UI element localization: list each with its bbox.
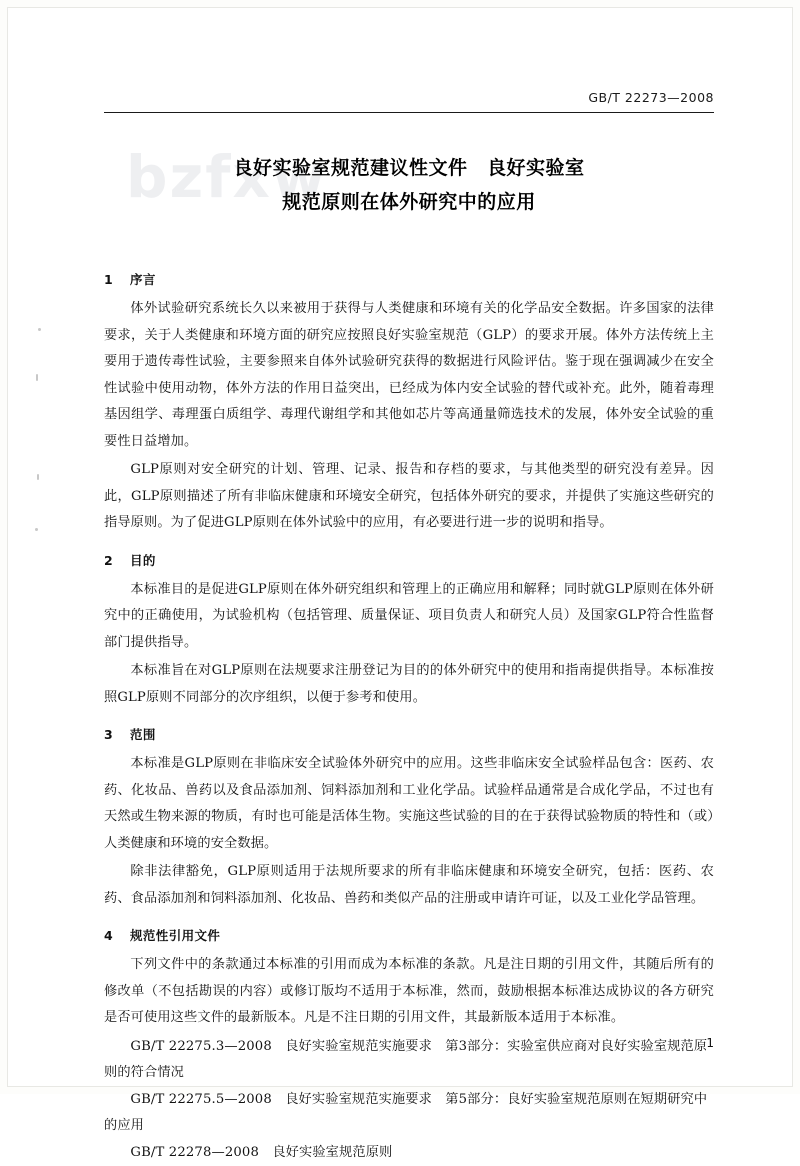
page-title [104,151,714,219]
header-rule [104,112,714,113]
section-heading-1 [104,270,714,288]
reference-item: GB/T 22275.3—2008 良好实验室规范实施要求 第3部分：实验室供应商对良好实验室规范原 [104,1034,714,1061]
page-sheet [8,8,792,1086]
document-body [104,256,714,1166]
reference-item-continued: 的应用 [104,1113,714,1140]
paragraph: 本标准是GLP原则在非临床安全试验体外研究中的应用。这些非临床安全试验样品包含：医药、农药、化妆品、兽药以及食品添加剂、饲料添加剂和工业化学品。试验样品通常是合成化学品，不过也有天然或生物来源的物质，有时也可能是活体生物。实施这些试验的目的在于获得试验物质的特性和（或）人类健康和环境的安全数据。 [104,751,714,857]
standard-number: GB/T 22273—2008 [588,90,714,105]
scan-speck [36,374,38,381]
scan-speck [37,474,39,480]
section-heading-3 [104,725,714,743]
scan-speck [38,328,41,331]
page-title-line1: 良好实验室规范建议性文件 良好实验室 [104,151,714,185]
section-heading-2 [104,551,714,569]
paragraph: 除非法律豁免，GLP原则适用于法规所要求的所有非临床健康和环境安全研究，包括：医药、农药、食品添加剂和饲料添加剂、化妆品、兽药和类似产品的注册或申请许可证，以及工业化学品管理。 [104,859,714,912]
section-number-2: 2 [104,553,130,568]
reference-item-continued: 则的符合情况 [104,1060,714,1087]
paragraph: 下列文件中的条款通过本标准的引用而成为本标准的条款。凡是注日期的引用文件，其随后所有的修改单（不包括勘误的内容）或修订版均不适用于本标准，然而，鼓励根据本标准达成协议的各方研究是否可使用这些文件的最新版本。凡是不注日期的引用文件，其最新版本适用于本标准。 [104,952,714,1032]
section-number-3: 3 [104,727,130,742]
page-number: 1 [706,1036,714,1050]
reference-item: GB/T 22278—2008 良好实验室规范原则 [104,1140,714,1166]
paragraph: 体外试验研究系统长久以来被用于获得与人类健康和环境有关的化学品安全数据。许多国家的法律要求，关于人类健康和环境方面的研究应按照良好实验室规范（GLP）的要求开展。体外方法传统上主要用于遗传毒性试验，主要参照来自体外试验研究获得的数据进行风险评估。鉴于现在强调减少在安全性试验中使用动物，体外方法的作用日益突出，已经成为体内安全试验的替代或补充。此外，随着毒理基因组学、毒理蛋白质组学、毒理代谢组学和其他如芯片等高通量筛选技术的发展，体外安全试验的重要性日益增加。 [104,296,714,455]
section-title-4: 规范性引用文件 [130,928,220,943]
section-number-4: 4 [104,928,130,943]
section-title-2: 目的 [130,553,156,568]
section-number-1: 1 [104,272,130,287]
paragraph: 本标准目的是促进GLP原则在体外研究组织和管理上的正确应用和解释；同时就GLP原则在体外研究中的正确使用，为试验机构（包括管理、质量保证、项目负责人和研究人员）及国家GLP符合性监督部门提供指导。 [104,577,714,657]
paragraph: 本标准旨在对GLP原则在法规要求注册登记为目的的体外研究中的使用和指南提供指导。本标准按照GLP原则不同部分的次序组织，以便于参考和使用。 [104,658,714,711]
scan-speck [35,528,38,531]
reference-item: GB/T 22275.5—2008 良好实验室规范实施要求 第5部分：良好实验室规范原则在短期研究中 [104,1087,714,1114]
section-title-3: 范围 [130,727,156,742]
watermark-text: bzfxw [126,143,328,211]
section-heading-4 [104,926,714,944]
paragraph: GLP原则对安全研究的计划、管理、记录、报告和存档的要求，与其他类型的研究没有差异。因此，GLP原则描述了所有非临床健康和环境安全研究，包括体外研究的要求，并提供了实施这些研究的指导原则。为了促进GLP原则在体外试验中的应用，有必要进行进一步的说明和指导。 [104,457,714,537]
section-title-1: 序言 [130,272,156,287]
page-title-line2: 规范原则在体外研究中的应用 [104,185,714,219]
